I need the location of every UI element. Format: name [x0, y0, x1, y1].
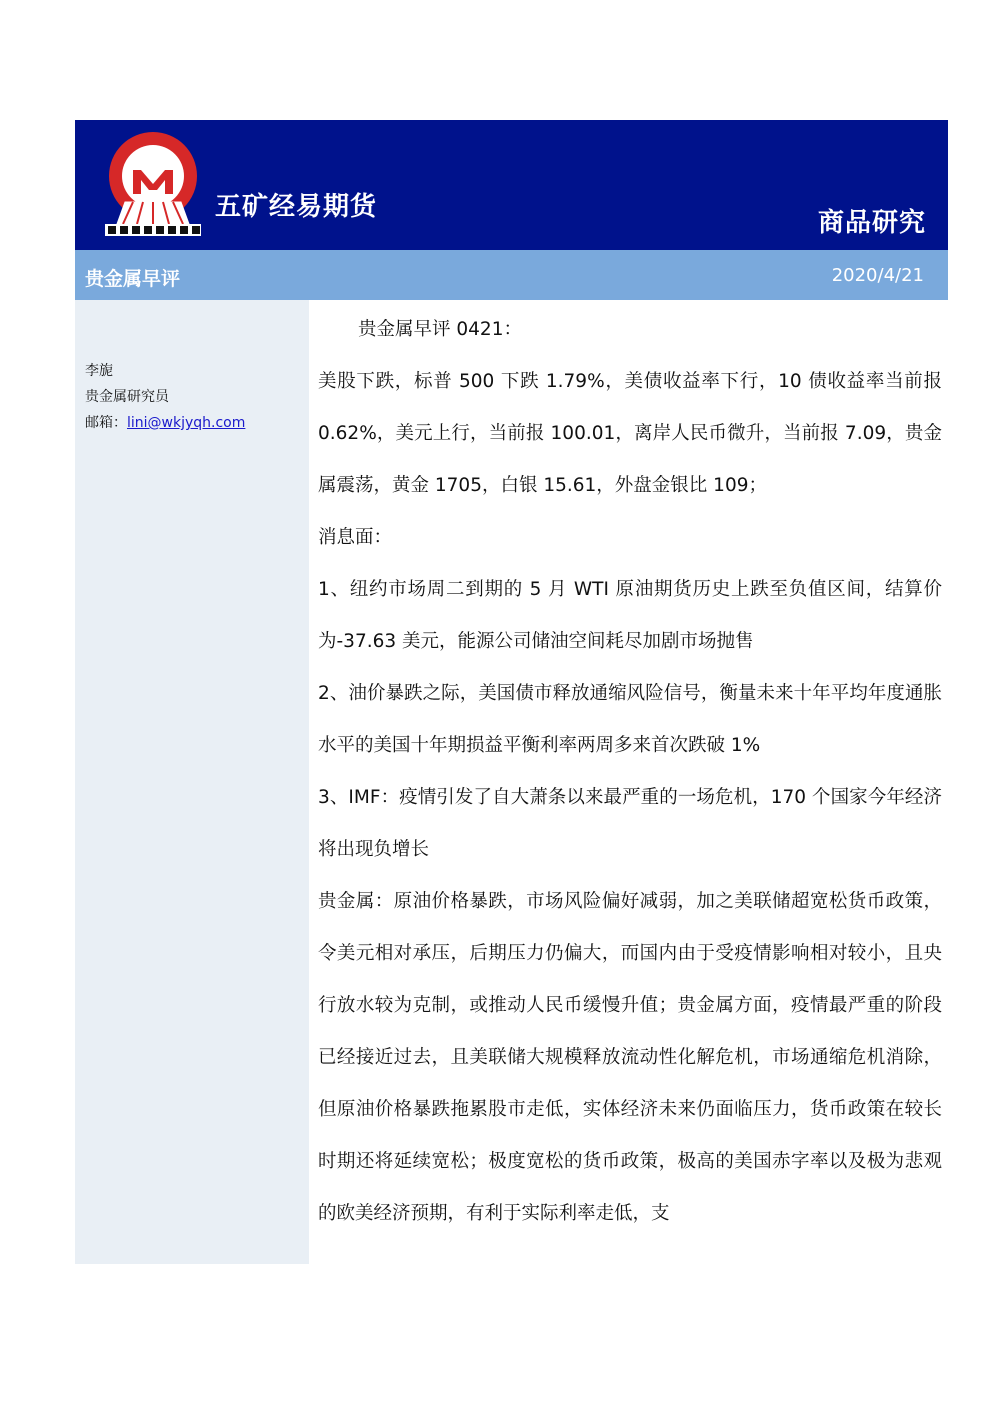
author-sidebar [75, 300, 309, 1264]
news-item: 2、油价暴跌之际，美国债市释放通缩风险信号，衡量未来十年平均年度通胀水平的美国十年期损益平衡利率两周多来首次跌破 1% [318, 683, 942, 756]
precious-metals-analysis: 贵金属：原油价格暴跌，市场风险偏好减弱，加之美联储超宽松货币政策，令美元相对承压，后期压力仍偏大，而国内由于受疫情影响相对较小，且央行放水较为克制，或推动人民币缓慢升值；贵金属方面，疫情最严重的阶段已经接近过去，且美联储大规模释放流动性化解危机，市场通缩危机消除，但原油价格暴跌拖累股市走低，实体经济未来仍面临压力，货币政策在较长时期还将延续宽松；极度宽松的货币政策，极高的美国赤字率以及极为悲观的欧美经济预期，有利于实际利率走低，支 [318, 891, 942, 1224]
author-title: 贵金属研究员 [85, 389, 169, 405]
author-name: 李旎 [85, 363, 113, 379]
news-heading: 消息面： [318, 527, 393, 548]
report-heading: 贵金属早评 0421： [358, 319, 522, 340]
minmetals-logo-icon [103, 130, 203, 238]
news-item: 1、纽约市场周二到期的 5 月 WTI 原油期货历史上跌至负值区间，结算价为-37.63 美元，能源公司储油空间耗尽加剧市场抛售 [318, 579, 942, 652]
email-label: 邮箱： [85, 415, 127, 431]
author-info [85, 358, 245, 436]
report-category: 贵金属早评 [85, 268, 181, 290]
company-name: 五矿经易期货 [215, 192, 378, 222]
news-item: 3、IMF：疫情引发了自大萧条以来最严重的一场危机，170 个国家今年经济将出现负增长 [318, 787, 942, 860]
report-date: 2020/4/21 [831, 265, 924, 286]
author-email-row [85, 410, 245, 436]
market-summary: 美股下跌，标普 500 下跌 1.79%，美债收益率下行，10 债收益率当前报 0.62%，美元上行，当前报 100.01，离岸人民币微升，当前报 7.09，贵金属震荡，黄金 1705，白银 15.61，外盘金银比 109； [318, 371, 942, 496]
report-title-bar [75, 250, 948, 300]
author-email-link[interactable]: lini@wkjyqh.com [127, 415, 246, 431]
report-header [75, 120, 948, 250]
report-body [318, 304, 942, 1240]
department-label: 商品研究 [817, 208, 926, 238]
